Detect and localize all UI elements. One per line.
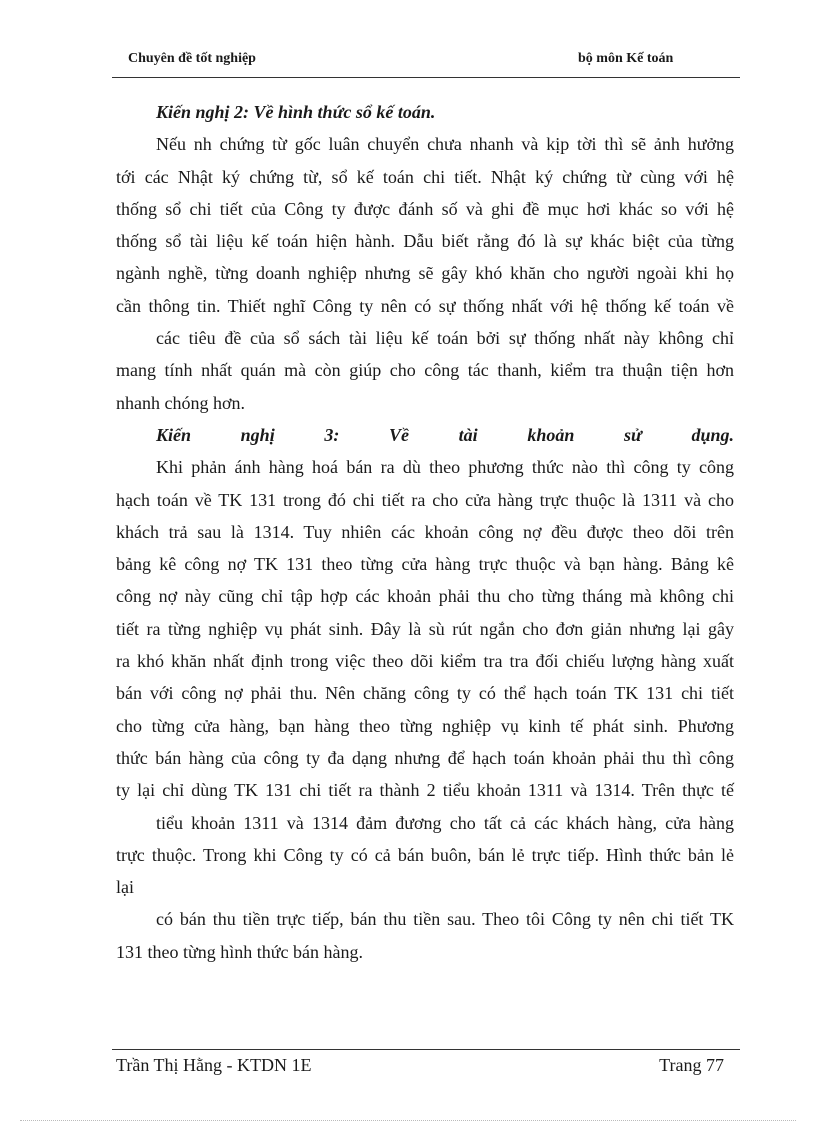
- header-department: bộ môn Kế toán: [578, 51, 674, 66]
- paragraph-line: 131 theo từng hình thức bán hàng.: [116, 941, 363, 962]
- paragraph-line: thống sổ tài liệu kế toán hiện hành. Dẫu biết rằng đó là sự khác biệt của từng: [116, 231, 734, 252]
- footer-author: Trần Thị Hằng - KTDN 1E: [116, 1055, 312, 1075]
- paragraph-line: tiểu khoản 1311 và 1314 đảm đương cho tất cả các khách hàng, cửa hàng: [156, 812, 734, 833]
- paragraph-line: nhanh chóng hơn.: [116, 392, 245, 413]
- paragraph-line: công nợ này cũng chỉ tập hợp các khoản phải thu cho từng tháng mà không chi: [116, 586, 734, 607]
- paragraph-line: có bán thu tiền trực tiếp, bán thu tiền sau. Theo tôi Công ty nên chi tiết TK: [156, 909, 734, 930]
- section-heading: Kiến nghị 3: Về tài khoản sử dụng.: [156, 424, 734, 445]
- paragraph-line: tới các Nhật ký chứng từ, sổ kế toán chi tiết. Nhật ký chứng từ cùng với hệ: [116, 166, 734, 187]
- header-divider: [112, 77, 740, 78]
- paragraph-line: hạch toán về TK 131 trong đó chi tiết ra cho cửa hàng trực thuộc là 1311 và cho: [116, 489, 734, 510]
- section-heading: Kiến nghị 2: Về hình thức sổ kế toán.: [156, 102, 436, 122]
- paragraph-line: lại: [116, 877, 134, 898]
- paragraph-line: Khi phản ánh hàng hoá bán ra dù theo phương thức nào thì công ty công: [156, 457, 734, 478]
- header-document-type: Chuyên đề tốt nghiệp: [128, 51, 256, 66]
- paragraph-line: thức bán hàng của công ty đa dạng nhưng để hạch toán khoản phải thu thì công: [116, 747, 734, 768]
- footer-divider: [112, 1049, 740, 1050]
- paragraph-line: khách trả sau là 1314. Tuy nhiên các khoản công nợ đều được theo dõi trên: [116, 521, 734, 542]
- paragraph-line: cho từng cửa hàng, bạn hàng theo từng nghiệp vụ kinh tế phát sinh. Phương: [116, 715, 734, 736]
- paragraph-line: Nếu nh chứng từ gốc luân chuyển chưa nhanh và kịp tời thì sẽ ảnh hưởng: [156, 134, 734, 155]
- page-bottom-border: [20, 1120, 796, 1121]
- paragraph-line: ngành nghề, từng doanh nghiệp nhưng sẽ gây khó khăn cho người ngoài khi họ: [116, 263, 734, 284]
- document-body: [116, 96, 734, 968]
- paragraph-line: các tiêu đề của sổ sách tài liệu kế toán bởi sự thống nhất này không chỉ: [156, 328, 734, 349]
- paragraph-line: trực thuộc. Trong khi Công ty có cả bán buôn, bán lẻ trực tiếp. Hình thức bản lẻ: [116, 844, 734, 865]
- page-header: [112, 48, 740, 76]
- page-footer: [112, 1052, 740, 1080]
- page-number: Trang 77: [659, 1055, 724, 1075]
- paragraph-line: ra khó khăn nhất định trong việc theo dõi kiểm tra tra đối chiếu lượng hàng xuất: [116, 651, 734, 672]
- paragraph-line: mang tính nhất quán mà còn giúp cho công tác thanh, kiểm tra thuận tiện hơn: [116, 360, 734, 381]
- paragraph-line: thống sổ chi tiết của Công ty được đánh số và ghi đề mục hơi khác so với hệ: [116, 198, 734, 219]
- paragraph-line: cần thông tin. Thiết nghĩ Công ty nên có sự thống nhất với hệ thống kế toán về: [116, 295, 734, 316]
- paragraph-line: tiết ra từng nghiệp vụ phát sinh. Đây là sù rút ngắn cho đơn giản nhưng lại gây: [116, 618, 734, 639]
- paragraph-line: bán với công nợ phải thu. Nên chăng công ty có thể hạch toán TK 131 chi tiết: [116, 683, 734, 704]
- paragraph-line: bảng kê công nợ TK 131 theo từng cửa hàng trực thuộc và bạn hàng. Bảng kê: [116, 554, 734, 575]
- paragraph-line: ty lại chỉ dùng TK 131 chi tiết ra thành 2 tiểu khoản 1311 và 1314. Trên thực tế: [116, 780, 734, 801]
